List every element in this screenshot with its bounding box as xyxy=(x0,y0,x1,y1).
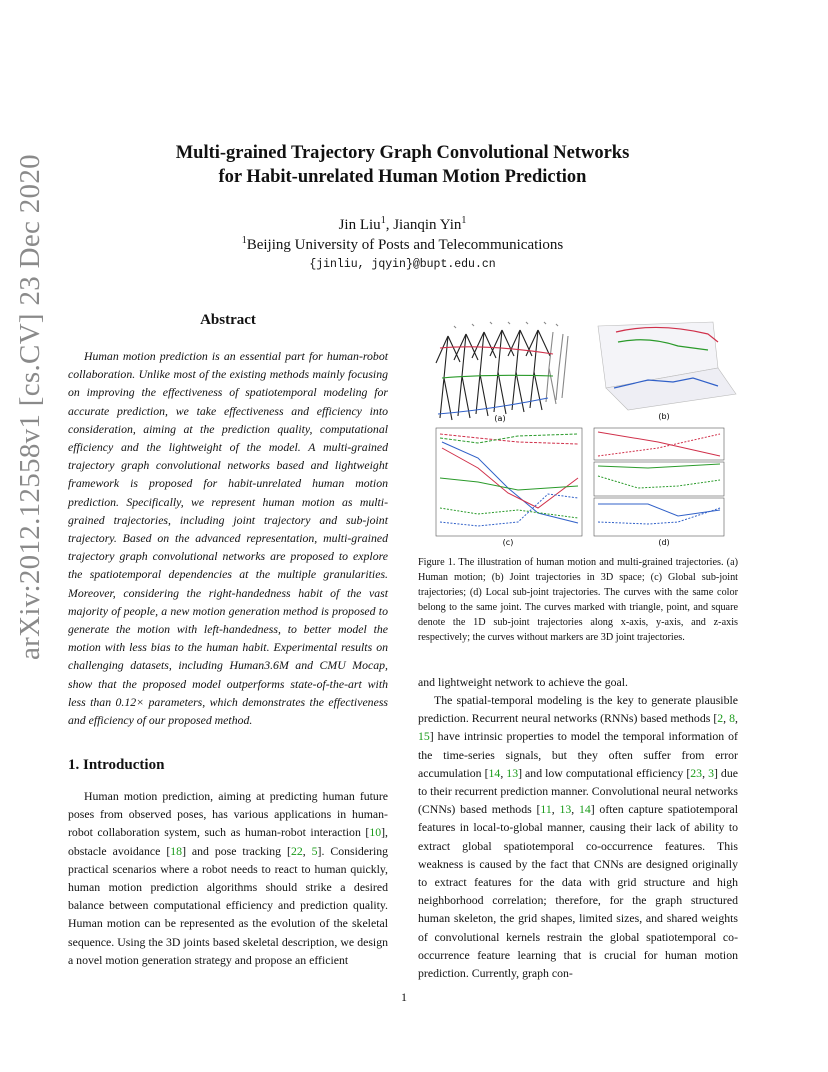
panel-label-a: (a) xyxy=(494,414,506,423)
author-email: {jinliu, jqyin}@bupt.edu.cn xyxy=(309,258,496,271)
intro-text: ] and pose tracking [ xyxy=(182,843,291,858)
body-text: , xyxy=(723,711,730,726)
citation-link[interactable]: 2 xyxy=(717,711,724,726)
intro-text: Human motion prediction, aiming at predicting human future poses from observed poses, has various applications in human-robot collaboration system, such as human-robot interaction [ xyxy=(68,789,388,840)
author-block xyxy=(100,215,705,275)
page-number: 1 xyxy=(401,990,407,1004)
panel-label-c: (c) xyxy=(502,538,514,547)
body-text: ] often capture spatiotemporal features in local-to-global manner, causing their lack of ability to extract global spatiotemporal co-occurrence features. This weakness is caused by the fact that CNNs are designed originally to extract features for the data with grid structure and high neighborhood correlation; therefore, for the graph structured human skeleton, the grid shapes, limited sizes, and shared weights of convolutional kernels restrain the global spatiotemporal co-occurrence feature learning that is crucial for human motion prediction. Currently, graph con- xyxy=(418,802,738,981)
author-2: Jianqin Yin xyxy=(393,217,462,233)
body-text: , xyxy=(500,765,507,780)
right-column-paragraph xyxy=(418,691,738,982)
citation-link[interactable]: 18 xyxy=(170,843,183,858)
figure-1-graphic xyxy=(418,318,740,550)
author-1-affil: 1 xyxy=(380,215,386,226)
citation-link[interactable]: 13 xyxy=(506,765,519,780)
human-motion-panel xyxy=(436,322,568,420)
body-text: ] have intrinsic properties to model the temporal information of the time-series signals, but they often suffer from error accumulation [ xyxy=(418,729,738,780)
figure-caption: Figure 1. The illustration of human motion and multi-grained trajectories. (a) Human motion; (b) Joint trajectories in 3D space; (c) Global sub-joint trajectories; (d) Local sub-joint trajectories. The curves with the same color belong to the same joint. The curves marked with triangle, point, and square denote the 1D sub-joint trajectories along x-axis, y-axis, and z-axis respectively; the curves without markers are 3D joint trajectories. xyxy=(418,557,738,643)
citation-link[interactable]: 14 xyxy=(578,802,591,817)
citation-link[interactable]: 5 xyxy=(311,843,318,858)
panel-label-d: (d) xyxy=(658,538,670,547)
citation-link[interactable]: 22 xyxy=(290,843,303,858)
body-text: , xyxy=(702,765,709,780)
citation-link[interactable]: 11 xyxy=(540,802,552,817)
citation-link[interactable]: 3 xyxy=(708,765,714,780)
citation-link[interactable]: 23 xyxy=(690,765,703,780)
body-text: , xyxy=(735,711,738,726)
intro-text: , xyxy=(302,843,312,858)
affiliation-sup: 1 xyxy=(241,235,247,246)
figure-1 xyxy=(418,318,740,550)
citation-link[interactable]: 13 xyxy=(559,802,572,817)
title-line-1: Multi-grained Trajectory Graph Convolutional Networks xyxy=(175,143,630,163)
author-names xyxy=(100,215,705,235)
citation-link[interactable]: 15 xyxy=(418,729,430,744)
citation-link[interactable]: 14 xyxy=(488,765,501,780)
introduction-paragraph xyxy=(68,787,388,969)
citation-link[interactable]: 8 xyxy=(729,711,736,726)
body-text: , xyxy=(571,802,579,817)
intro-text: ]. Considering practical scenarios where a robot needs to react to human quickly, human motion prediction algorithms should strike a desired balance between computational efficiency and prediction quality. Human motion can be represented as the evolution of the skeletal sequence. Using the 3D joints based skeletal description, we design a novel motion generation strategy and propose an efficient xyxy=(68,843,389,967)
affiliation-text: Beijing University of Posts and Telecommunications xyxy=(246,237,564,253)
author-2-affil: 1 xyxy=(461,215,467,226)
author-sep: , xyxy=(385,217,394,233)
affiliation xyxy=(100,235,705,255)
global-subjoint-panel xyxy=(436,428,582,547)
body-text: , xyxy=(551,802,560,817)
section-heading-introduction: 1. Introduction xyxy=(68,757,165,773)
joint-3d-panel xyxy=(598,322,736,421)
paper-title xyxy=(100,141,705,189)
right-column-continuation: and lightweight network to achieve the goal. xyxy=(418,675,628,689)
local-subjoint-panel xyxy=(594,428,724,547)
panel-label-b: (b) xyxy=(658,412,670,421)
abstract-text: Human motion prediction is an essential part for human-robot collaboration. Unlike most of the existing methods mainly focusing on improving the effectiveness of spatiotemporal modeling for accurate prediction, we take effectiveness and efficiency into consideration, aiming at the prediction quality, computational efficiency and the lightweight of the model. A multi-grained trajectory graph convolutional networks based and lightweight framework is proposed for habit-unrelated human motion prediction. Specifically, we represent human motion as multi-grained trajectories, including joint trajectory and sub-joint trajectory. Based on the advanced representation, multi-grained trajectory graph convolutional networks are proposed to explore the spatiotemporal dependencies at the multiple granularities. Moreover, considering the right-handedness habit of the vast majority of people, a new motion generation method is proposed to generate the motion with left-handedness, to better model the motion with less bias to the human habit. Experimental results on challenging datasets, including Human3.6M and CMU Mocap, show that the proposed model outperforms state-of-the-art with less than 0.12× parameters, which demonstrates the effectiveness and efficiency of our proposed method. xyxy=(68,349,388,728)
body-text: ] and low computational efficiency [ xyxy=(518,765,691,780)
abstract-heading: Abstract xyxy=(200,312,256,328)
body-text: ] due to their recurrent prediction manner. Convolutional neural networks (CNNs) based methods [ xyxy=(418,765,738,817)
body-text: The spatial-temporal modeling is the key to generate plausible prediction. Recurrent neural networks (RNNs) based methods [ xyxy=(418,693,738,726)
arxiv-identifier: arXiv:2012.12558v1 [cs.CV] 23 Dec 2020 xyxy=(14,154,46,660)
title-line-2: for Habit-unrelated Human Motion Prediction xyxy=(218,167,587,187)
intro-text: ], obstacle avoidance [ xyxy=(68,825,388,858)
author-1: Jin Liu xyxy=(338,217,381,233)
citation-link[interactable]: 10 xyxy=(369,825,382,840)
